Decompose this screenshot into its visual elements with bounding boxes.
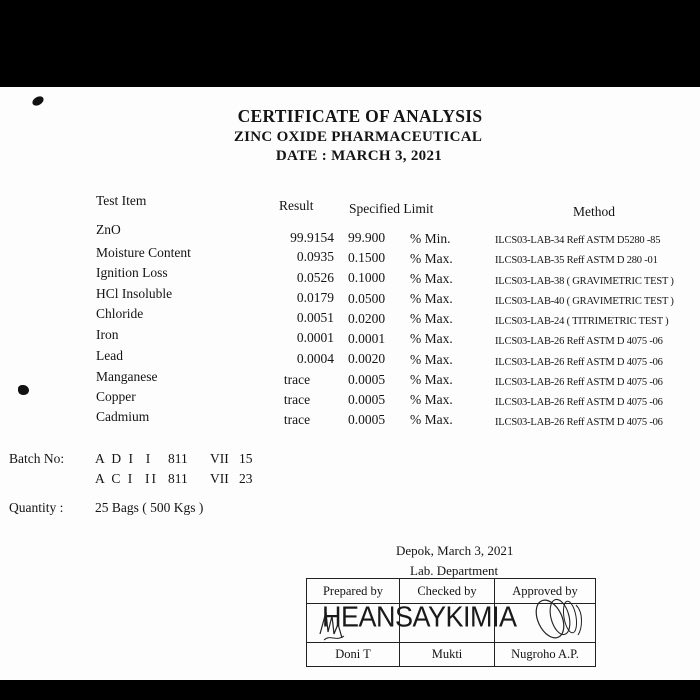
batch-label: Batch No:	[9, 451, 65, 466]
result-value: trace	[283, 412, 311, 427]
result-value: 0.0526	[296, 270, 334, 285]
limit-unit: % Max.	[410, 271, 453, 286]
test-item: Manganese	[96, 369, 158, 384]
result-value: 99.9154	[290, 230, 334, 245]
limit-value: 0.0001	[348, 331, 386, 346]
result-value: 0.0051	[296, 310, 334, 325]
limit-value: 0.0005	[348, 392, 386, 407]
limit-unit: % Max.	[410, 352, 453, 367]
test-item: Ignition Loss	[96, 265, 168, 280]
signature-scribble-icon	[528, 595, 588, 643]
batch-number: 811	[168, 451, 188, 466]
batch-seq: 15	[239, 451, 253, 466]
product-name: ZINC OXIDE PHARMACEUTICAL	[233, 129, 483, 145]
document-date: DATE : MARCH 3, 2021	[275, 148, 443, 164]
approved-by-header: Approved by	[495, 579, 596, 604]
limit-value: 0.1500	[348, 250, 386, 265]
method: ILCS03-LAB-35 Reff ASTM D 280 -01	[495, 255, 658, 266]
test-item: HCl Insoluble	[96, 286, 173, 301]
method: ILCS03-LAB-38 ( GRAVIMETRIC TEST )	[495, 276, 674, 287]
company-stamp: HEANSAYKIMIA	[322, 601, 517, 633]
header-result: Result	[279, 198, 314, 213]
method: ILCS03-LAB-26 Reff ASTM D 4075 -06	[495, 397, 663, 408]
quantity-label: Quantity :	[9, 500, 64, 515]
test-item: ZnO	[96, 222, 121, 237]
checked-by-header: Checked by	[400, 579, 495, 604]
quantity-value: 25 Bags ( 500 Kgs )	[95, 500, 204, 515]
checked-by-name: Mukti	[400, 643, 495, 667]
limit-value: 99.900	[348, 230, 386, 245]
prepared-by-header: Prepared by	[307, 579, 400, 604]
approved-by-name: Nugroho A.P.	[495, 643, 596, 667]
limit-unit: % Max.	[410, 291, 453, 306]
method: ILCS03-LAB-26 Reff ASTM D 4075 -06	[495, 357, 663, 368]
test-item: Copper	[96, 389, 136, 404]
method: ILCS03-LAB-26 Reff ASTM D 4075 -06	[495, 336, 663, 347]
method: ILCS03-LAB-24 ( TITRIMETRIC TEST )	[495, 316, 669, 327]
department: Lab. Department	[410, 563, 499, 578]
method: ILCS03-LAB-26 Reff ASTM D 4075 -06	[495, 377, 663, 388]
limit-unit: % Max.	[410, 331, 453, 346]
place-date: Depok, March 3, 2021	[396, 543, 514, 558]
method: ILCS03-LAB-26 Reff ASTM D 4075 -06	[495, 417, 663, 428]
test-item: Lead	[96, 348, 123, 363]
document-title: CERTIFICATE OF ANALYSIS	[237, 106, 483, 126]
batch-seq: 23	[239, 471, 253, 486]
limit-value: 0.0500	[348, 291, 386, 306]
test-item: Iron	[96, 327, 119, 342]
limit-unit: % Max.	[410, 412, 453, 427]
limit-unit: % Max.	[410, 392, 453, 407]
limit-unit: % Max.	[410, 311, 453, 326]
test-item: Moisture Content	[96, 245, 191, 260]
result-value: trace	[283, 372, 311, 387]
test-item: Cadmium	[96, 409, 150, 424]
result-value: 0.0004	[296, 351, 334, 366]
method: ILCS03-LAB-40 ( GRAVIMETRIC TEST )	[495, 296, 674, 307]
limit-unit: % Min.	[410, 231, 451, 246]
batch-roman: VII	[210, 451, 229, 466]
limit-value: 0.0005	[348, 372, 386, 387]
batch-code: A C I II	[95, 471, 158, 486]
limit-value: 0.0005	[348, 412, 386, 427]
certificate-page	[0, 87, 700, 680]
limit-value: 0.0020	[348, 351, 386, 366]
method: ILCS03-LAB-34 Reff ASTM D5280 -85	[495, 235, 661, 246]
result-value: 0.0179	[296, 290, 334, 305]
limit-unit: % Max.	[410, 251, 453, 266]
result-value: trace	[283, 392, 311, 407]
header-method: Method	[573, 204, 615, 219]
batch-code: A D I I	[95, 451, 153, 466]
punch-mark-left	[18, 385, 29, 395]
limit-unit: % Max.	[410, 372, 453, 387]
result-value: 0.0935	[296, 249, 334, 264]
header-specified-limit: Specified Limit	[349, 201, 434, 216]
limit-value: 0.1000	[348, 270, 386, 285]
limit-value: 0.0200	[348, 311, 386, 326]
test-item: Chloride	[96, 306, 144, 321]
batch-number: 811	[168, 471, 188, 486]
prepared-by-name: Doni T	[307, 643, 400, 667]
header-test-item: Test Item	[96, 193, 147, 208]
result-value: 0.0001	[296, 330, 334, 345]
batch-roman: VII	[210, 471, 229, 486]
